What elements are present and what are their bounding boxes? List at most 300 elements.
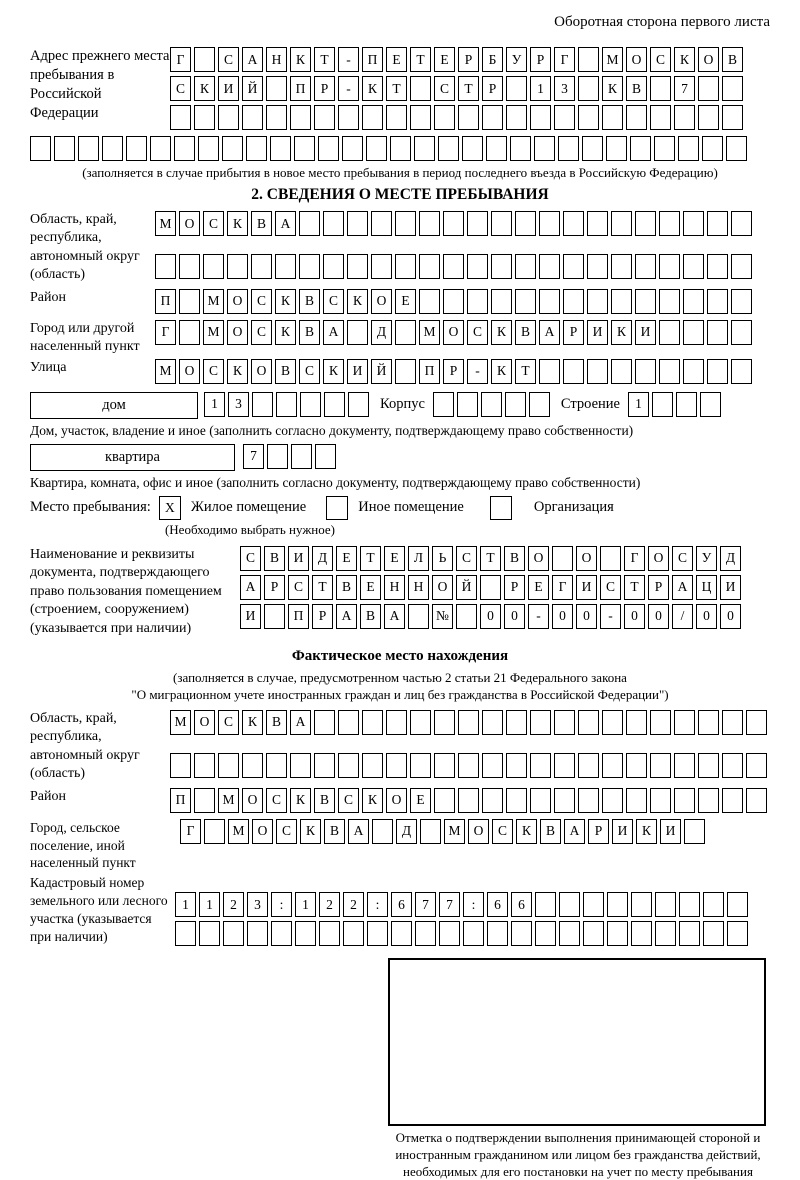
char-box[interactable] xyxy=(635,254,656,279)
checkbox-inoe[interactable] xyxy=(326,496,348,520)
char-box[interactable] xyxy=(198,136,219,161)
char-box[interactable]: О xyxy=(468,819,489,844)
char-box[interactable] xyxy=(458,788,479,813)
kadastr-row-2[interactable] xyxy=(175,921,751,946)
char-box[interactable] xyxy=(578,788,599,813)
char-box[interactable] xyxy=(554,710,575,735)
char-box[interactable]: М xyxy=(155,211,176,236)
char-box[interactable]: Л xyxy=(408,546,429,571)
char-box[interactable]: О xyxy=(698,47,719,72)
dom-number-row[interactable] xyxy=(204,392,372,417)
char-box[interactable]: А xyxy=(242,47,263,72)
char-box[interactable]: И xyxy=(720,575,741,600)
char-box[interactable]: М xyxy=(203,289,224,314)
char-box[interactable] xyxy=(295,921,316,946)
char-box[interactable] xyxy=(174,136,195,161)
char-box[interactable]: А xyxy=(348,819,369,844)
char-box[interactable]: С xyxy=(323,289,344,314)
char-box[interactable]: Т xyxy=(515,359,536,384)
char-box[interactable] xyxy=(626,753,647,778)
char-box[interactable] xyxy=(650,710,671,735)
char-box[interactable]: - xyxy=(338,76,359,101)
char-box[interactable]: С xyxy=(251,289,272,314)
char-box[interactable] xyxy=(678,136,699,161)
char-box[interactable]: О xyxy=(443,320,464,345)
char-box[interactable] xyxy=(194,753,215,778)
korpus-row[interactable] xyxy=(433,392,553,417)
char-box[interactable] xyxy=(390,136,411,161)
char-box[interactable]: В xyxy=(299,320,320,345)
char-box[interactable]: 1 xyxy=(204,392,225,417)
char-box[interactable] xyxy=(179,289,200,314)
char-box[interactable] xyxy=(194,47,215,72)
char-box[interactable] xyxy=(467,254,488,279)
char-box[interactable]: М xyxy=(602,47,623,72)
char-box[interactable]: О xyxy=(432,575,453,600)
char-box[interactable]: А xyxy=(275,211,296,236)
char-box[interactable] xyxy=(563,289,584,314)
char-box[interactable]: 1 xyxy=(175,892,196,917)
char-box[interactable] xyxy=(674,105,695,130)
char-box[interactable]: Р xyxy=(443,359,464,384)
char-box[interactable] xyxy=(578,76,599,101)
char-box[interactable]: А xyxy=(539,320,560,345)
char-box[interactable] xyxy=(684,819,705,844)
fact-gorod-row[interactable] xyxy=(180,819,708,844)
char-box[interactable]: 3 xyxy=(554,76,575,101)
char-box[interactable]: Г xyxy=(170,47,191,72)
char-box[interactable] xyxy=(482,788,503,813)
char-box[interactable] xyxy=(266,753,287,778)
char-box[interactable] xyxy=(626,710,647,735)
char-box[interactable]: Е xyxy=(386,47,407,72)
char-box[interactable]: Т xyxy=(386,76,407,101)
char-box[interactable] xyxy=(679,921,700,946)
char-box[interactable] xyxy=(650,105,671,130)
char-box[interactable]: Т xyxy=(410,47,431,72)
char-box[interactable] xyxy=(506,788,527,813)
char-box[interactable]: 0 xyxy=(504,604,525,629)
char-box[interactable]: О xyxy=(251,359,272,384)
char-box[interactable]: К xyxy=(242,710,263,735)
char-box[interactable] xyxy=(290,753,311,778)
char-box[interactable]: В xyxy=(515,320,536,345)
char-box[interactable] xyxy=(722,105,743,130)
char-box[interactable] xyxy=(530,788,551,813)
char-box[interactable] xyxy=(552,546,573,571)
char-box[interactable] xyxy=(319,921,340,946)
char-box[interactable] xyxy=(458,105,479,130)
char-box[interactable] xyxy=(267,444,288,469)
char-box[interactable]: К xyxy=(674,47,695,72)
char-box[interactable]: С xyxy=(338,788,359,813)
char-box[interactable]: С xyxy=(467,320,488,345)
char-box[interactable]: И xyxy=(240,604,261,629)
char-box[interactable] xyxy=(30,136,51,161)
char-box[interactable] xyxy=(410,753,431,778)
doc-row-1[interactable] xyxy=(240,546,744,571)
char-box[interactable]: Н xyxy=(384,575,405,600)
char-box[interactable] xyxy=(539,211,560,236)
char-box[interactable] xyxy=(270,136,291,161)
char-box[interactable]: - xyxy=(528,604,549,629)
char-box[interactable] xyxy=(299,211,320,236)
char-box[interactable] xyxy=(419,289,440,314)
char-box[interactable] xyxy=(480,575,501,600)
char-box[interactable] xyxy=(563,359,584,384)
char-box[interactable] xyxy=(722,788,743,813)
char-box[interactable] xyxy=(727,892,748,917)
char-box[interactable]: И xyxy=(587,320,608,345)
char-box[interactable] xyxy=(679,892,700,917)
char-box[interactable] xyxy=(223,921,244,946)
char-box[interactable] xyxy=(290,105,311,130)
char-box[interactable] xyxy=(611,289,632,314)
char-box[interactable]: О xyxy=(179,211,200,236)
char-box[interactable] xyxy=(102,136,123,161)
kadastr-row-1[interactable] xyxy=(175,892,751,917)
char-box[interactable]: И xyxy=(635,320,656,345)
char-box[interactable] xyxy=(511,921,532,946)
char-box[interactable]: К xyxy=(227,359,248,384)
ulitsa-row[interactable] xyxy=(155,359,755,384)
oblast-row-1[interactable] xyxy=(155,211,755,236)
char-box[interactable]: 1 xyxy=(628,392,649,417)
char-box[interactable]: 2 xyxy=(319,892,340,917)
char-box[interactable] xyxy=(703,921,724,946)
char-box[interactable] xyxy=(419,254,440,279)
char-box[interactable] xyxy=(318,136,339,161)
char-box[interactable] xyxy=(606,136,627,161)
char-box[interactable]: С xyxy=(266,788,287,813)
char-box[interactable] xyxy=(371,254,392,279)
char-box[interactable] xyxy=(578,47,599,72)
char-box[interactable] xyxy=(491,254,512,279)
char-box[interactable] xyxy=(554,753,575,778)
char-box[interactable] xyxy=(338,753,359,778)
char-box[interactable]: П xyxy=(288,604,309,629)
char-box[interactable]: С xyxy=(492,819,513,844)
char-box[interactable]: Б xyxy=(482,47,503,72)
char-box[interactable]: Й xyxy=(371,359,392,384)
char-box[interactable]: Г xyxy=(552,575,573,600)
char-box[interactable] xyxy=(611,211,632,236)
char-box[interactable]: О xyxy=(576,546,597,571)
char-box[interactable] xyxy=(587,289,608,314)
char-box[interactable] xyxy=(264,604,285,629)
char-box[interactable] xyxy=(434,753,455,778)
char-box[interactable]: И xyxy=(347,359,368,384)
char-box[interactable] xyxy=(391,921,412,946)
char-box[interactable] xyxy=(204,819,225,844)
raion-row[interactable] xyxy=(155,289,755,314)
char-box[interactable] xyxy=(463,921,484,946)
char-box[interactable] xyxy=(323,211,344,236)
char-box[interactable]: № xyxy=(432,604,453,629)
char-box[interactable] xyxy=(707,289,728,314)
char-box[interactable] xyxy=(175,921,196,946)
char-box[interactable]: : xyxy=(271,892,292,917)
char-box[interactable]: 2 xyxy=(223,892,244,917)
char-box[interactable]: О xyxy=(371,289,392,314)
char-box[interactable]: А xyxy=(384,604,405,629)
char-box[interactable] xyxy=(659,320,680,345)
char-box[interactable]: 0 xyxy=(720,604,741,629)
char-box[interactable] xyxy=(578,710,599,735)
char-box[interactable] xyxy=(247,921,268,946)
oblast-row-2[interactable] xyxy=(155,254,755,279)
char-box[interactable]: Р xyxy=(563,320,584,345)
char-box[interactable]: С xyxy=(650,47,671,72)
char-box[interactable] xyxy=(578,105,599,130)
char-box[interactable] xyxy=(563,254,584,279)
char-box[interactable] xyxy=(722,710,743,735)
fact-oblast-row-1[interactable] xyxy=(170,710,770,735)
char-box[interactable]: 6 xyxy=(511,892,532,917)
char-box[interactable]: Р xyxy=(314,76,335,101)
char-box[interactable] xyxy=(674,753,695,778)
char-box[interactable] xyxy=(535,921,556,946)
char-box[interactable]: Д xyxy=(396,819,417,844)
char-box[interactable]: Ц xyxy=(696,575,717,600)
char-box[interactable] xyxy=(482,710,503,735)
char-box[interactable]: Р xyxy=(530,47,551,72)
char-box[interactable] xyxy=(457,392,478,417)
char-box[interactable]: К xyxy=(290,47,311,72)
char-box[interactable]: 0 xyxy=(648,604,669,629)
char-box[interactable]: К xyxy=(347,289,368,314)
char-box[interactable] xyxy=(338,105,359,130)
char-box[interactable]: Р xyxy=(264,575,285,600)
char-box[interactable]: В xyxy=(299,289,320,314)
fact-raion-row[interactable] xyxy=(170,788,770,813)
char-box[interactable] xyxy=(362,105,383,130)
char-box[interactable] xyxy=(703,892,724,917)
char-box[interactable] xyxy=(746,788,767,813)
char-box[interactable]: Р xyxy=(504,575,525,600)
char-box[interactable]: А xyxy=(672,575,693,600)
char-box[interactable]: М xyxy=(170,710,191,735)
char-box[interactable]: О xyxy=(194,710,215,735)
char-box[interactable] xyxy=(698,788,719,813)
char-box[interactable] xyxy=(482,105,503,130)
char-box[interactable]: Н xyxy=(408,575,429,600)
char-box[interactable]: М xyxy=(218,788,239,813)
char-box[interactable]: Т xyxy=(480,546,501,571)
char-box[interactable] xyxy=(414,136,435,161)
char-box[interactable]: - xyxy=(338,47,359,72)
char-box[interactable] xyxy=(299,254,320,279)
char-box[interactable] xyxy=(676,392,697,417)
char-box[interactable]: А xyxy=(323,320,344,345)
char-box[interactable] xyxy=(456,604,477,629)
char-box[interactable] xyxy=(179,254,200,279)
char-box[interactable]: О xyxy=(179,359,200,384)
char-box[interactable] xyxy=(650,753,671,778)
char-box[interactable] xyxy=(559,921,580,946)
char-box[interactable] xyxy=(434,788,455,813)
char-box[interactable]: И xyxy=(612,819,633,844)
char-box[interactable]: Р xyxy=(588,819,609,844)
char-box[interactable]: В xyxy=(266,710,287,735)
char-box[interactable]: Т xyxy=(312,575,333,600)
char-box[interactable] xyxy=(246,136,267,161)
char-box[interactable] xyxy=(227,254,248,279)
char-box[interactable] xyxy=(395,320,416,345)
char-box[interactable] xyxy=(372,819,393,844)
char-box[interactable]: О xyxy=(648,546,669,571)
char-box[interactable]: К xyxy=(611,320,632,345)
char-box[interactable]: У xyxy=(506,47,527,72)
char-box[interactable]: Е xyxy=(528,575,549,600)
char-box[interactable]: П xyxy=(362,47,383,72)
char-box[interactable]: В xyxy=(360,604,381,629)
char-box[interactable]: С xyxy=(288,575,309,600)
char-box[interactable] xyxy=(626,788,647,813)
char-box[interactable] xyxy=(583,921,604,946)
dom-type-box[interactable]: дом xyxy=(30,392,198,419)
char-box[interactable] xyxy=(635,289,656,314)
char-box[interactable]: М xyxy=(228,819,249,844)
char-box[interactable]: Т xyxy=(314,47,335,72)
char-box[interactable]: 7 xyxy=(439,892,460,917)
char-box[interactable] xyxy=(458,753,479,778)
char-box[interactable] xyxy=(203,254,224,279)
char-box[interactable] xyxy=(515,211,536,236)
char-box[interactable]: / xyxy=(672,604,693,629)
char-box[interactable] xyxy=(482,753,503,778)
char-box[interactable] xyxy=(510,136,531,161)
char-box[interactable]: 7 xyxy=(243,444,264,469)
char-box[interactable]: 2 xyxy=(343,892,364,917)
char-box[interactable] xyxy=(587,254,608,279)
char-box[interactable]: Д xyxy=(371,320,392,345)
char-box[interactable]: К xyxy=(636,819,657,844)
char-box[interactable]: 1 xyxy=(530,76,551,101)
prev-address-row-3[interactable] xyxy=(170,105,746,130)
char-box[interactable]: А xyxy=(336,604,357,629)
char-box[interactable]: С xyxy=(600,575,621,600)
char-box[interactable] xyxy=(408,604,429,629)
char-box[interactable] xyxy=(674,710,695,735)
char-box[interactable] xyxy=(276,392,297,417)
char-box[interactable]: О xyxy=(386,788,407,813)
char-box[interactable] xyxy=(515,254,536,279)
char-box[interactable] xyxy=(727,921,748,946)
char-box[interactable] xyxy=(707,254,728,279)
char-box[interactable] xyxy=(54,136,75,161)
char-box[interactable] xyxy=(314,753,335,778)
char-box[interactable] xyxy=(726,136,747,161)
char-box[interactable] xyxy=(486,136,507,161)
char-box[interactable]: К xyxy=(275,320,296,345)
char-box[interactable] xyxy=(386,753,407,778)
char-box[interactable]: Е xyxy=(384,546,405,571)
char-box[interactable]: П xyxy=(155,289,176,314)
char-box[interactable] xyxy=(506,76,527,101)
char-box[interactable]: К xyxy=(194,76,215,101)
prev-address-row-1[interactable] xyxy=(170,47,746,72)
char-box[interactable] xyxy=(654,136,675,161)
char-box[interactable] xyxy=(342,136,363,161)
char-box[interactable] xyxy=(530,753,551,778)
char-box[interactable]: Т xyxy=(360,546,381,571)
char-box[interactable] xyxy=(630,136,651,161)
char-box[interactable] xyxy=(583,892,604,917)
char-box[interactable] xyxy=(683,320,704,345)
checkbox-zhiloe[interactable]: X xyxy=(159,496,181,520)
char-box[interactable] xyxy=(731,359,752,384)
char-box[interactable] xyxy=(487,921,508,946)
char-box[interactable] xyxy=(251,254,272,279)
char-box[interactable]: Р xyxy=(648,575,669,600)
char-box[interactable]: Т xyxy=(458,76,479,101)
char-box[interactable] xyxy=(170,753,191,778)
char-box[interactable]: А xyxy=(564,819,585,844)
char-box[interactable] xyxy=(462,136,483,161)
char-box[interactable] xyxy=(126,136,147,161)
char-box[interactable] xyxy=(655,892,676,917)
char-box[interactable]: 1 xyxy=(295,892,316,917)
char-box[interactable]: Т xyxy=(624,575,645,600)
char-box[interactable]: С xyxy=(299,359,320,384)
char-box[interactable]: П xyxy=(290,76,311,101)
char-box[interactable]: М xyxy=(444,819,465,844)
char-box[interactable] xyxy=(194,788,215,813)
char-box[interactable]: В xyxy=(540,819,561,844)
kvartira-type-box[interactable]: квартира xyxy=(30,444,235,471)
char-box[interactable]: К xyxy=(491,320,512,345)
char-box[interactable] xyxy=(707,211,728,236)
char-box[interactable]: С xyxy=(251,320,272,345)
char-box[interactable] xyxy=(659,289,680,314)
char-box[interactable] xyxy=(563,211,584,236)
char-box[interactable] xyxy=(600,546,621,571)
char-box[interactable] xyxy=(505,392,526,417)
char-box[interactable] xyxy=(362,710,383,735)
char-box[interactable]: 0 xyxy=(552,604,573,629)
char-box[interactable]: И xyxy=(218,76,239,101)
char-box[interactable]: И xyxy=(660,819,681,844)
char-box[interactable]: Ь xyxy=(432,546,453,571)
char-box[interactable] xyxy=(655,921,676,946)
char-box[interactable] xyxy=(659,211,680,236)
char-box[interactable] xyxy=(467,289,488,314)
char-box[interactable] xyxy=(150,136,171,161)
char-box[interactable] xyxy=(683,359,704,384)
char-box[interactable]: Е xyxy=(360,575,381,600)
char-box[interactable]: Е xyxy=(410,788,431,813)
char-box[interactable]: П xyxy=(170,788,191,813)
char-box[interactable] xyxy=(443,211,464,236)
char-box[interactable]: 3 xyxy=(247,892,268,917)
char-box[interactable] xyxy=(539,359,560,384)
char-box[interactable] xyxy=(314,105,335,130)
char-box[interactable]: В xyxy=(314,788,335,813)
char-box[interactable] xyxy=(700,392,721,417)
char-box[interactable] xyxy=(347,254,368,279)
char-box[interactable] xyxy=(683,211,704,236)
char-box[interactable] xyxy=(155,254,176,279)
char-box[interactable]: О xyxy=(227,289,248,314)
char-box[interactable] xyxy=(491,289,512,314)
stroenie-row[interactable] xyxy=(628,392,724,417)
char-box[interactable]: К xyxy=(323,359,344,384)
char-box[interactable] xyxy=(315,444,336,469)
prev-address-row-2[interactable] xyxy=(170,76,746,101)
char-box[interactable] xyxy=(602,788,623,813)
char-box[interactable]: Р xyxy=(482,76,503,101)
